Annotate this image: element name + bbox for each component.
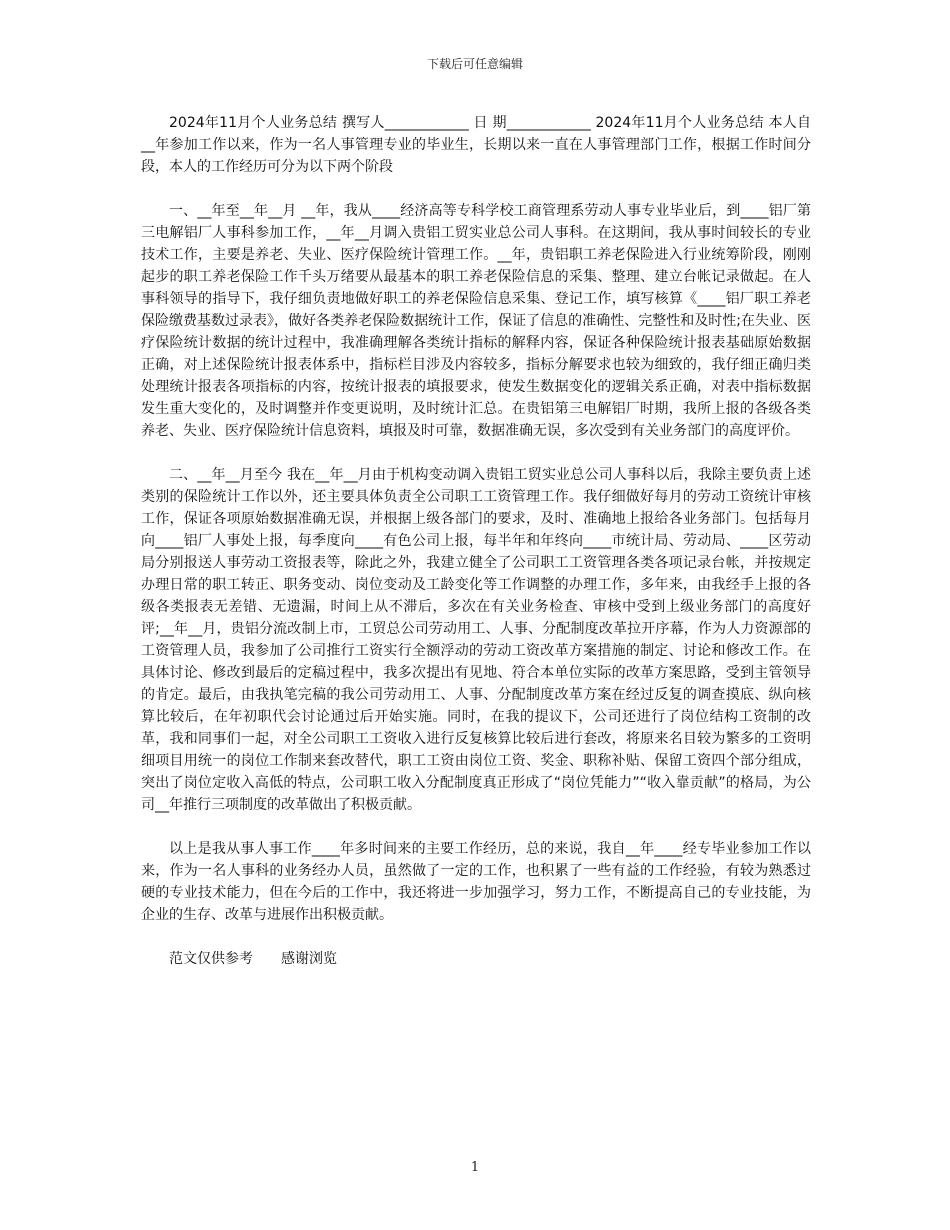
paragraph-stage-two: 二、__年__月至今 我在__年__月由于机构变动调入贵铝工贸实业总公司人事科以后，我除主要负责上述类别的保险统计工作以外，还主要具体负责全公司职工工资管理工作。我仔细做好每月的劳动工资统计审核工作，保证各项原始数据准确无误，并根据上级各部门的要求，及时、准确地上报给各业务部门。包括每月向____铝厂人事处上报，每季度向____有色公司上报，每半年和年终向____市统计局、劳动局、____区劳动局分别报送人事劳动工资报表等，除此之外，我建立健全了公司职工工资管理各类各项记录台帐，并按规定办理日常的职工转正、职务变动、岗位变动及工龄变化等工作调整的办理工作，多年来，由我经手上报的各级各类报表无差错、无遗漏，时间上从不滞后，多次在有关业务检查、审核中受到上级业务部门的高度好评;__年__月，贵铝分流改制上市，工贸总公司劳动用工、人事、分配制度改革拉开序幕，作为人力资源部的工资管理人员，我参加了公司推行工资实行全额浮动的劳动工资改革方案措施的制定、讨论和修改工作。在具体讨论、修改到最后的定稿过程中，我多次提出有见地、符合本单位实际的改革方案思路，受到主管领导的肯定。最后，由我执笔完稿的我公司劳动用工、人事、分配制度改革方案在经过反复的调查摸底、纵向核算比较后，在年初职代会讨论通过后开始实施。同时，在我的提议下，公司还进行了岗位结构工资制的改革，我和同事们一起，对全公司职工工资收入进行反复核算比较后进行套改，将原来名目较为繁多的工资明细项目用统一的岗位工作制来套改替代，职工工资由岗位工资、奖金、职称补贴、保留工资四个部分组成，突出了岗位定收入高低的特点，公司职工收入分配制度真正形成了“岗位凭能力”“收入靠贡献”的格局，为公司__年推行三项制度的改革做出了积极贡献。	[141, 467, 811, 813]
paragraph-stage-one: 一、__年至__年__月 __年，我从____经济高等专科学校工商管理系劳动人事专业毕业后，到____铝厂第三电解铝厂人事科参加工作，__年__月调入贵铝工贸实业总公司人事科。在这期间，我从事时间较长的专业技术工作，主要是养老、失业、医疗保险统计管理工作。__年，贵铝职工养老保险进入行业统筹阶段，刚刚起步的职工养老保险工作千头万绪要从最基本的职工养老保险信息的采集、整理、建立台帐记录做起。在人事科领导的指导下，我仔细负责地做好职工的养老保险信息采集、登记工作，填写核算《____铝厂职工养老保险缴费基数过录表》，做好各类养老保险数据统计工作，保证了信息的准确性、完整性和及时性;在失业、医疗保险统计数据的统计过程中，我准确理解各类统计指标的解释内容，保证各种保险统计报表基础原始数据正确，对上述保险统计报表体系中，指标栏目涉及内容较多，指标分解要求也较为细致的，我仔细正确归类处理统计报表各项指标的内容，按统计报表的填报要求，使发生数据变化的逻辑关系正确，对表中指标数据发生重大变化的，及时调整并作变更说明，及时统计汇总。在贵铝第三电解铝厂时期，我所上报的各级各类养老、失业、医疗保险统计信息资料，填报及时可靠，数据准确无误，多次受到有关业务部门的高度评价。	[141, 203, 811, 439]
page-number: 1	[470, 1160, 480, 1175]
closing-left-text: 范文仅供参考	[169, 951, 253, 967]
header-note: 下载后可任意编辑	[426, 57, 523, 71]
paragraph-summary: 以上是我从事人事工作____年多时间来的主要工作经历，总的来说，我自__年____经专毕业参加工作以来，作为一名人事科的业务经办人员，虽然做了一定的工作，也积累了一些有益的工作经验，有较为熟悉过硬的专业技术能力，但在今后的工作中，我还将进一步加强学习，努力工作，不断提高自己的专业技能，为企业的生存、改革与进展作出积极贡献。	[141, 841, 811, 923]
document-body	[141, 112, 811, 970]
closing-line	[141, 948, 811, 970]
closing-right-text: 感谢浏览	[281, 951, 337, 967]
paragraph-intro: 2024年11月个人业务总结 撰写人____________ 日 期____________ 2024年11月个人业务总结 本人自__年参加工作以来，作为一名人事管理专业的毕业生，长期以来一直在人事管理部门工作，根据工作时间分段，本人的工作经历可分为以下两个阶段	[141, 115, 811, 175]
